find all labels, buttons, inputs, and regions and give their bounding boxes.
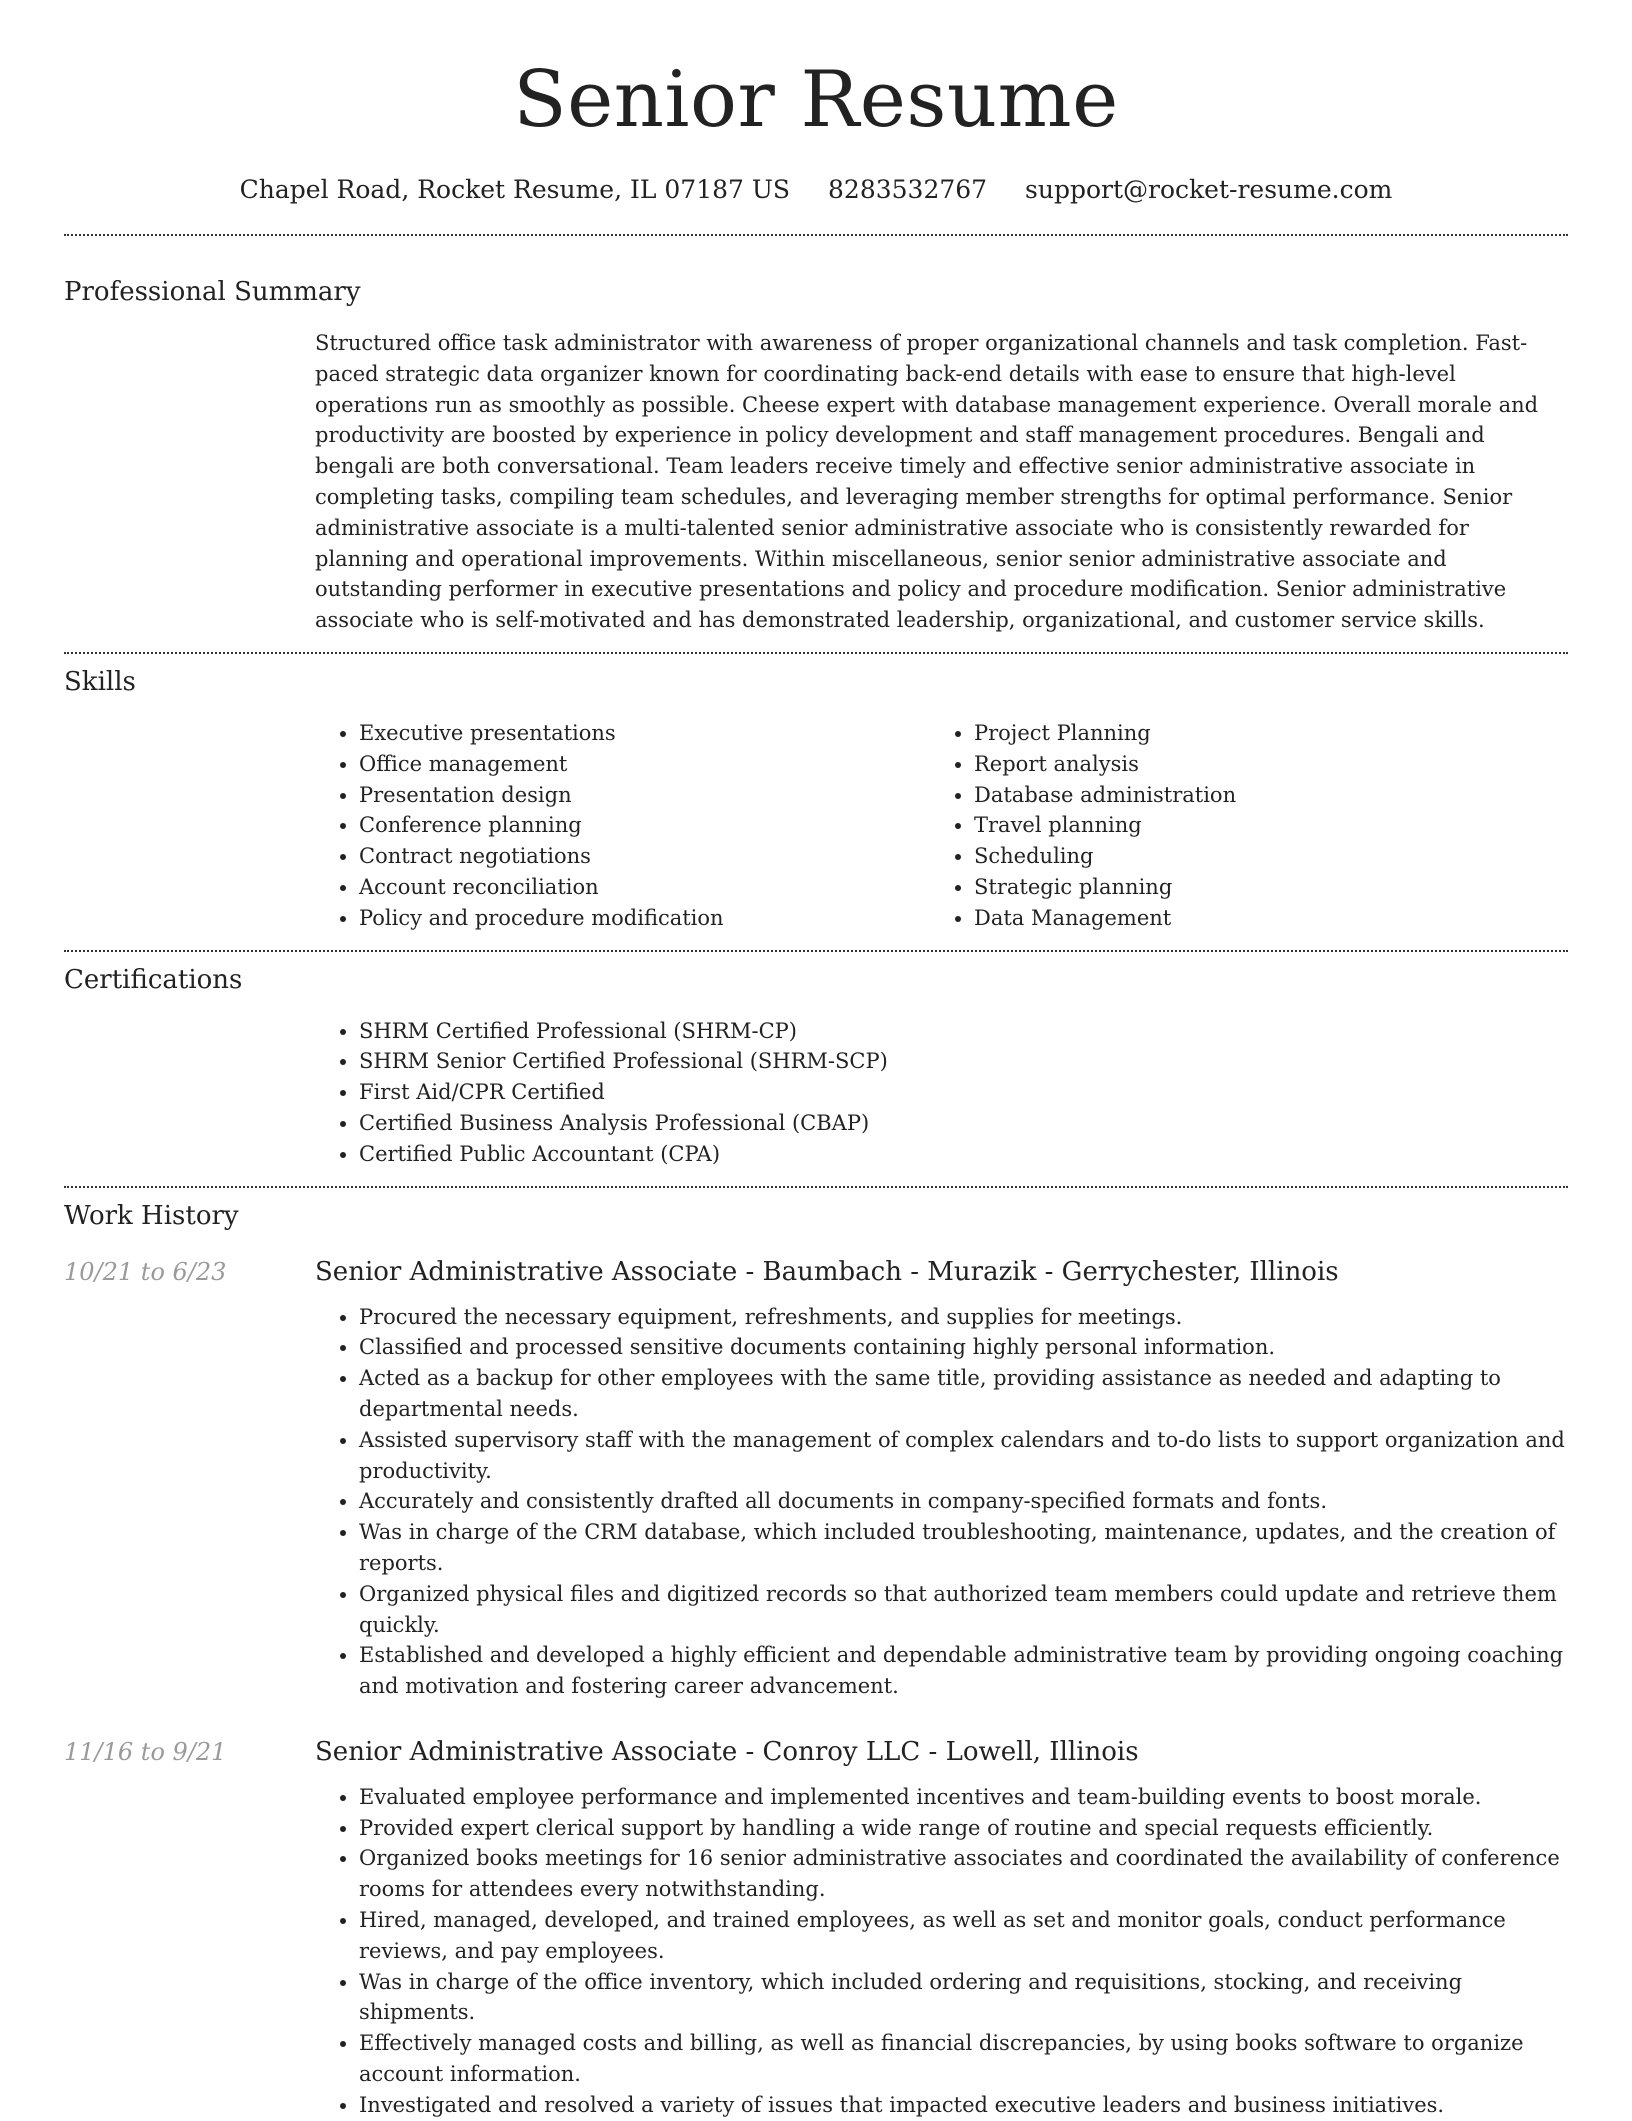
job-bullet: • Organized physical files and digitized records so that authorized team members could update and retrieve them quickly. — [359, 1579, 1568, 1641]
job-bullet: • Procured the necessary equipment, refreshments, and supplies for meetings. — [359, 1302, 1568, 1333]
job-bullet: • Hired, managed, developed, and trained employees, as well as set and monitor goals, conduct performance reviews, and pay employees. — [359, 1905, 1568, 1967]
certification-item: • SHRM Certified Professional (SHRM-CP) — [359, 1016, 1568, 1047]
job-dates: 10/21 to 6/23 — [64, 1257, 227, 1286]
job-header — [64, 1734, 1568, 1770]
job-details — [315, 1782, 1568, 2121]
certifications-body — [315, 1016, 1568, 1170]
skills-list-right — [930, 718, 1545, 934]
contact-line — [64, 172, 1568, 208]
skill-item: • Account reconciliation — [359, 872, 930, 903]
skills-right-column — [930, 718, 1545, 934]
job-bullets — [315, 1782, 1568, 2121]
job-bullet: • Effectively managed costs and billing, as well as financial discrepancies, by using books software to organize account information. — [359, 2028, 1568, 2090]
certifications-section — [64, 962, 1568, 1170]
skills-divider — [64, 950, 1568, 952]
contact-phone: 8283532767 — [828, 175, 988, 204]
skill-item: • Presentation design — [359, 780, 930, 811]
skill-item: • Project Planning — [974, 718, 1545, 749]
work-history-section — [64, 1198, 1568, 2121]
certifications-divider — [64, 1186, 1568, 1188]
job-bullet: • Accurately and consistently drafted all documents in company-specified formats and fonts. — [359, 1486, 1568, 1517]
certification-item: • Certified Public Accountant (CPA) — [359, 1139, 1568, 1170]
skill-item: • Policy and procedure modification — [359, 903, 930, 934]
skill-item: • Conference planning — [359, 810, 930, 841]
skill-item: • Strategic planning — [974, 872, 1545, 903]
job-bullet: • Assisted supervisory staff with the management of complex calendars and to-do lists to support organization and productivity. — [359, 1425, 1568, 1487]
job-entry — [64, 1734, 1568, 2121]
job-details — [315, 1302, 1568, 1702]
job-entry — [64, 1254, 1568, 1702]
job-bullet: • Was in charge of the CRM database, which included troubleshooting, maintenance, updates, and the creation of reports. — [359, 1517, 1568, 1579]
job-bullet: • Investigated and resolved a variety of issues that impacted executive leaders and business initiatives. — [359, 2090, 1568, 2121]
certification-item: • Certified Business Analysis Professional (CBAP) — [359, 1108, 1568, 1139]
job-bullet: • Classified and processed sensitive documents containing highly personal information. — [359, 1332, 1568, 1363]
certifications-list — [315, 1016, 1568, 1170]
job-title: Senior Administrative Associate - Baumbach - Murazik - Gerrychester, Illinois — [315, 1256, 1339, 1287]
summary-body — [315, 328, 1568, 636]
job-bullet: • Was in charge of the office inventory, which included ordering and requisitions, stocking, and receiving shipments. — [359, 1967, 1568, 2029]
job-header — [64, 1254, 1568, 1290]
job-bullet: • Evaluated employee performance and implemented incentives and team-building events to boost morale. — [359, 1782, 1568, 1813]
job-title: Senior Administrative Associate - Conroy LLC - Lowell, Illinois — [315, 1736, 1139, 1767]
skills-list-left — [315, 718, 930, 934]
certification-item: • SHRM Senior Certified Professional (SHRM-SCP) — [359, 1046, 1568, 1077]
skill-item: • Scheduling — [974, 841, 1545, 872]
summary-text: Structured office task administrator with awareness of proper organizational channels and task completion. Fast-paced strategic data organizer known for coordinating back-end details with ease to ensure that high-level operations run as smoothly as possible. Cheese expert with database management experience. Overall morale and productivity are boosted by experience in policy development and staff management procedures. Bengali and bengali are both conversational. Team leaders receive timely and effective senior administrative associate in completing tasks, compiling team schedules, and leveraging member strengths for optimal performance. Senior administrative associate is a multi-talented senior administrative associate who is consistently rewarded for planning and operational improvements. Within miscellaneous, senior senior administrative associate and outstanding performer in executive presentations and policy and procedure modification. Senior administrative associate who is self-motivated and has demonstrated leadership, organizational, and customer service skills. — [315, 331, 1539, 633]
job-bullets — [315, 1302, 1568, 1702]
skills-section — [64, 664, 1568, 934]
certifications-title: Certifications — [64, 964, 243, 995]
job-bullet: • Established and developed a highly efficient and dependable administrative team by providing ongoing coaching and motivation and fostering career advancement. — [359, 1640, 1568, 1702]
summary-divider — [64, 652, 1568, 654]
contact-email: support@rocket-resume.com — [1025, 175, 1393, 204]
skills-body — [315, 718, 1568, 934]
skill-item: • Contract negotiations — [359, 841, 930, 872]
resume-page — [64, 0, 1568, 2121]
summary-section — [64, 274, 1568, 636]
job-dates: 11/16 to 9/21 — [64, 1737, 227, 1766]
resume-name: Senior Resume — [513, 55, 1119, 145]
contact-address: Chapel Road, Rocket Resume, IL 07187 US — [239, 175, 791, 204]
skills-title: Skills — [64, 666, 136, 697]
resume-header — [64, 0, 1568, 208]
skill-item: • Office management — [359, 749, 930, 780]
job-bullet: • Acted as a backup for other employees with the same title, providing assistance as needed and adapting to departmental needs. — [359, 1363, 1568, 1425]
skill-item: • Database administration — [974, 780, 1545, 811]
summary-title: Professional Summary — [64, 277, 361, 307]
certification-item: • First Aid/CPR Certified — [359, 1077, 1568, 1108]
job-bullet: • Organized books meetings for 16 senior administrative associates and coordinated the availability of conference rooms for attendees every notwithstanding. — [359, 1843, 1568, 1905]
skill-item: • Travel planning — [974, 810, 1545, 841]
job-bullet: • Provided expert clerical support by handling a wide range of routine and special requests efficiently. — [359, 1813, 1568, 1844]
skill-item: • Data Management — [974, 903, 1545, 934]
skill-item: • Executive presentations — [359, 718, 930, 749]
header-divider — [64, 234, 1568, 236]
skill-item: • Report analysis — [974, 749, 1545, 780]
skills-left-column — [315, 718, 930, 934]
work-history-title: Work History — [64, 1200, 239, 1231]
